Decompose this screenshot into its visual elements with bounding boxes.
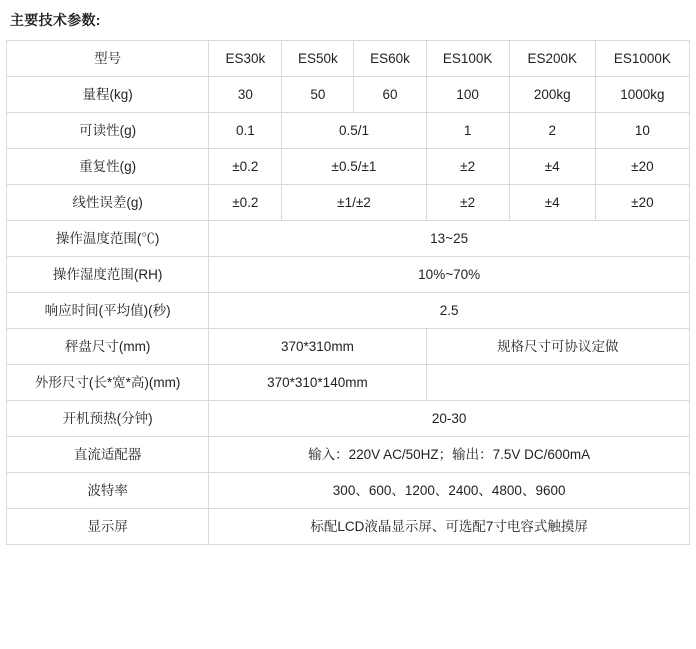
table-row [7,293,690,329]
row-label: 操作湿度范围(RH) [7,257,209,293]
table-cell: 10%~70% [209,257,690,293]
row-label: 直流适配器 [7,437,209,473]
table-cell: ±20 [595,185,689,221]
table-cell: ±4 [509,185,595,221]
row-label: 外形尺寸(长*宽*高)(mm) [7,365,209,401]
table-cell: 60 [354,77,426,113]
specifications-table [6,40,690,545]
table-cell: 2.5 [209,293,690,329]
table-cell: 20-30 [209,401,690,437]
row-label: 重复性(g) [7,149,209,185]
table-cell: 标配LCD液晶显示屏、可选配7寸电容式触摸屏 [209,509,690,545]
table-cell: 30 [209,77,282,113]
table-row [7,401,690,437]
table-row [7,509,690,545]
table-cell: 10 [595,113,689,149]
table-cell: 输入：220V AC/50HZ；输出：7.5V DC/600mA [209,437,690,473]
table-row [7,437,690,473]
row-label: 操作温度范围(℃) [7,221,209,257]
table-row [7,113,690,149]
table-row [7,473,690,509]
table-cell: 0.5/1 [282,113,426,149]
row-label: 量程(kg) [7,77,209,113]
table-row [7,41,690,77]
row-label: 开机预热(分钟) [7,401,209,437]
table-cell: 2 [509,113,595,149]
table-cell: ±0.5/±1 [282,149,426,185]
table-row [7,149,690,185]
table-cell: ES60k [354,41,426,77]
table-cell: 370*310mm [209,329,426,365]
table-row [7,221,690,257]
table-cell: ES30k [209,41,282,77]
table-cell: ±4 [509,149,595,185]
table-cell: ES200K [509,41,595,77]
row-label: 秤盘尺寸(mm) [7,329,209,365]
row-label: 显示屏 [7,509,209,545]
row-label: 型号 [7,41,209,77]
table-cell: 50 [282,77,354,113]
row-label: 波特率 [7,473,209,509]
row-label: 线性误差(g) [7,185,209,221]
table-cell: 规格尺寸可协议定做 [426,329,689,365]
table-cell: 0.1 [209,113,282,149]
table-cell: ±1/±2 [282,185,426,221]
table-cell: 1 [426,113,509,149]
table-row [7,77,690,113]
table-row [7,185,690,221]
table-cell: ES50k [282,41,354,77]
row-label: 可读性(g) [7,113,209,149]
table-cell: 370*310*140mm [209,365,426,401]
table-cell [426,365,689,401]
table-cell: 100 [426,77,509,113]
table-row [7,365,690,401]
table-cell: ±0.2 [209,185,282,221]
table-cell: 1000kg [595,77,689,113]
page-title: 主要技术参数: [10,12,101,28]
table-cell: ±2 [426,149,509,185]
row-label: 响应时间(平均值)(秒) [7,293,209,329]
table-cell: 13~25 [209,221,690,257]
table-cell: ES1000K [595,41,689,77]
table-row [7,329,690,365]
table-cell: 200kg [509,77,595,113]
table-row [7,257,690,293]
spec-table-body [7,41,690,545]
table-cell: ±20 [595,149,689,185]
table-cell: ±2 [426,185,509,221]
table-cell: 300、600、1200、2400、4800、9600 [209,473,690,509]
table-cell: ES100K [426,41,509,77]
table-cell: ±0.2 [209,149,282,185]
